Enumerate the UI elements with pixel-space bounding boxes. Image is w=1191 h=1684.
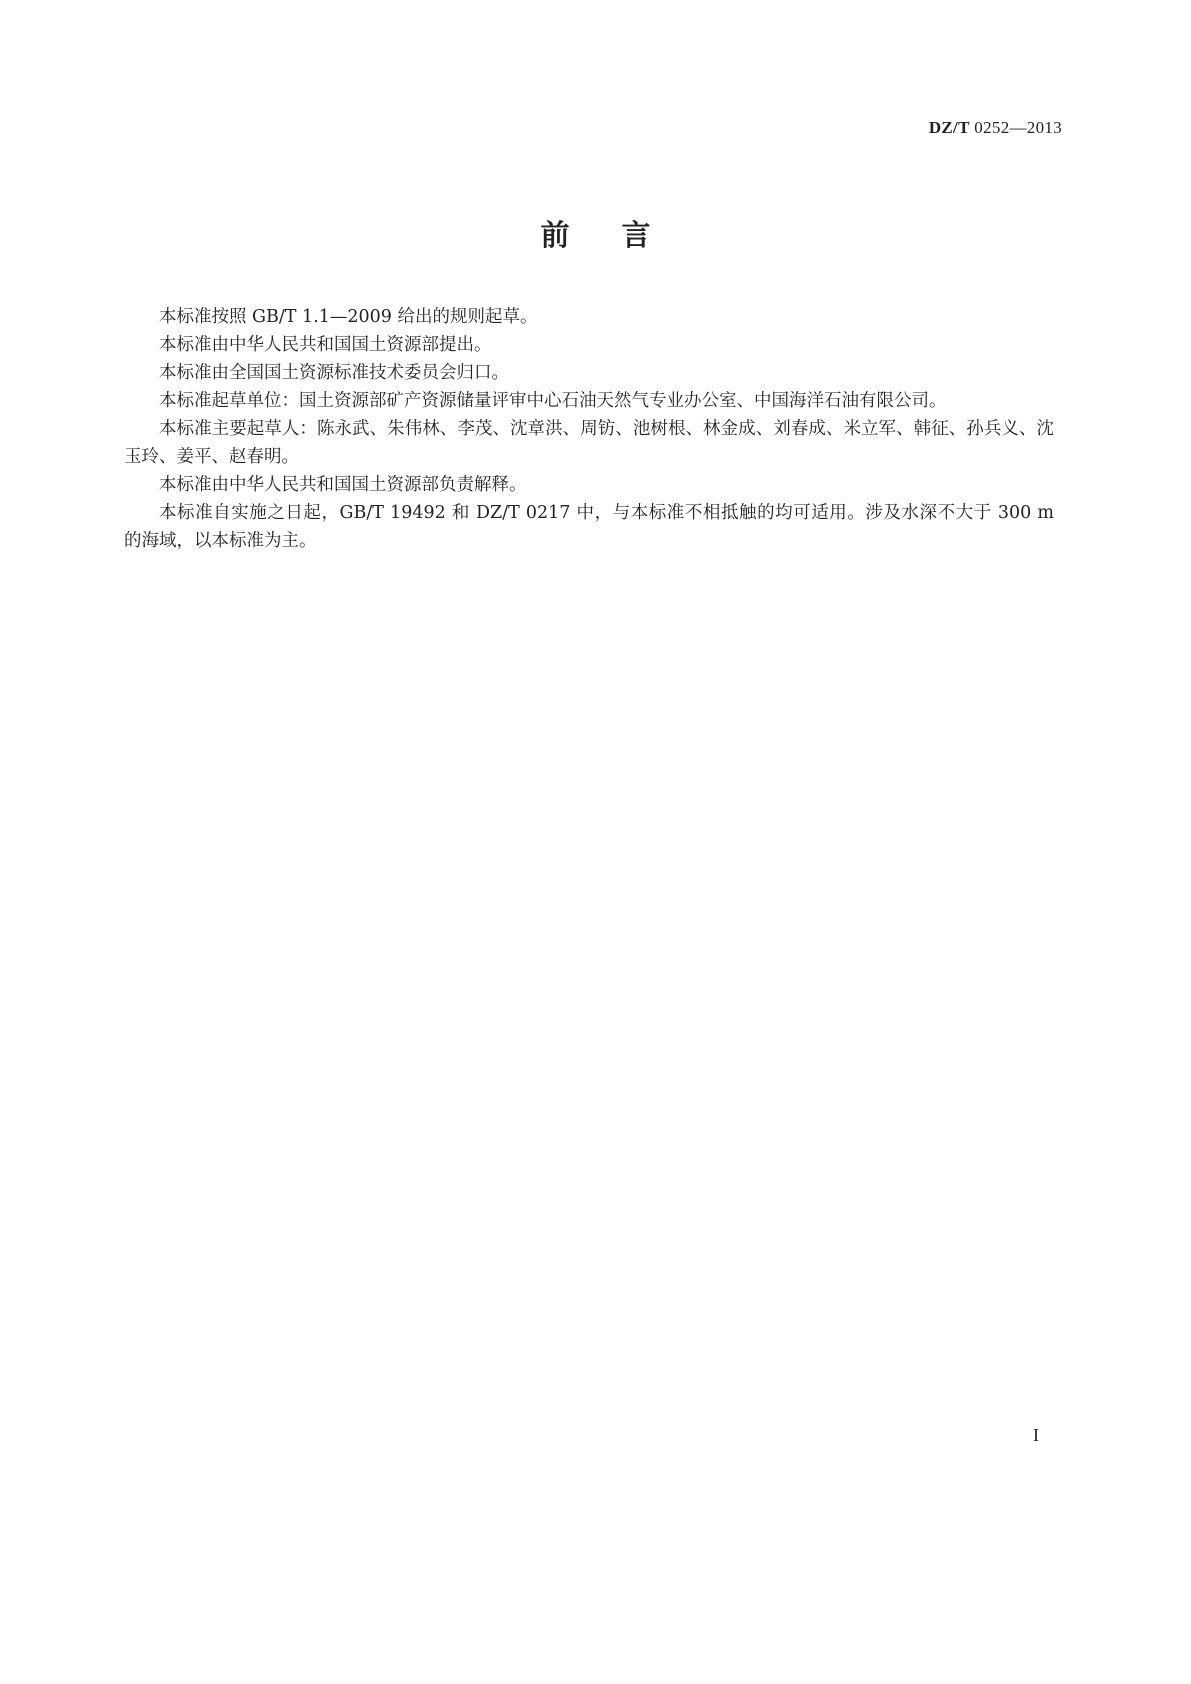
standard-number: 0252—2013 — [974, 118, 1062, 137]
page-number: I — [1033, 1425, 1039, 1445]
paragraph-proposer: 本标准由中华人民共和国国土资源部提出。 — [159, 335, 492, 355]
standard-code-header — [929, 118, 1062, 138]
paragraph-drafting-units: 本标准起草单位：国土资源部矿产资源储量评审中心石油天然气专业办公室、中国海洋石油有限公司。 — [159, 391, 947, 411]
paragraph-drafting-rules: 本标准按照 GB/T 1.1—2009 给出的规则起草。 — [159, 307, 538, 327]
paragraph-committee: 本标准由全国国土资源标准技术委员会归口。 — [159, 363, 509, 383]
paragraph-drafters: 本标准主要起草人：陈永武、朱伟林、李茂、沈章洪、周钫、池树根、林金成、刘春成、米立军、韩征、孙兵义、沈玉玲、姜平、赵春明。 — [124, 419, 1054, 467]
paragraph-applicability: 本标准自实施之日起，GB/T 19492 和 DZ/T 0217 中，与本标准不相抵触的均可适用。涉及水深不大于 300 m 的海域，以本标准为主。 — [124, 503, 1054, 551]
foreword-body — [124, 303, 1054, 555]
standard-prefix: DZ/T — [928, 118, 970, 137]
paragraph-interpretation: 本标准由中华人民共和国国土资源部负责解释。 — [159, 475, 527, 495]
page-title: 前言 — [540, 218, 703, 252]
